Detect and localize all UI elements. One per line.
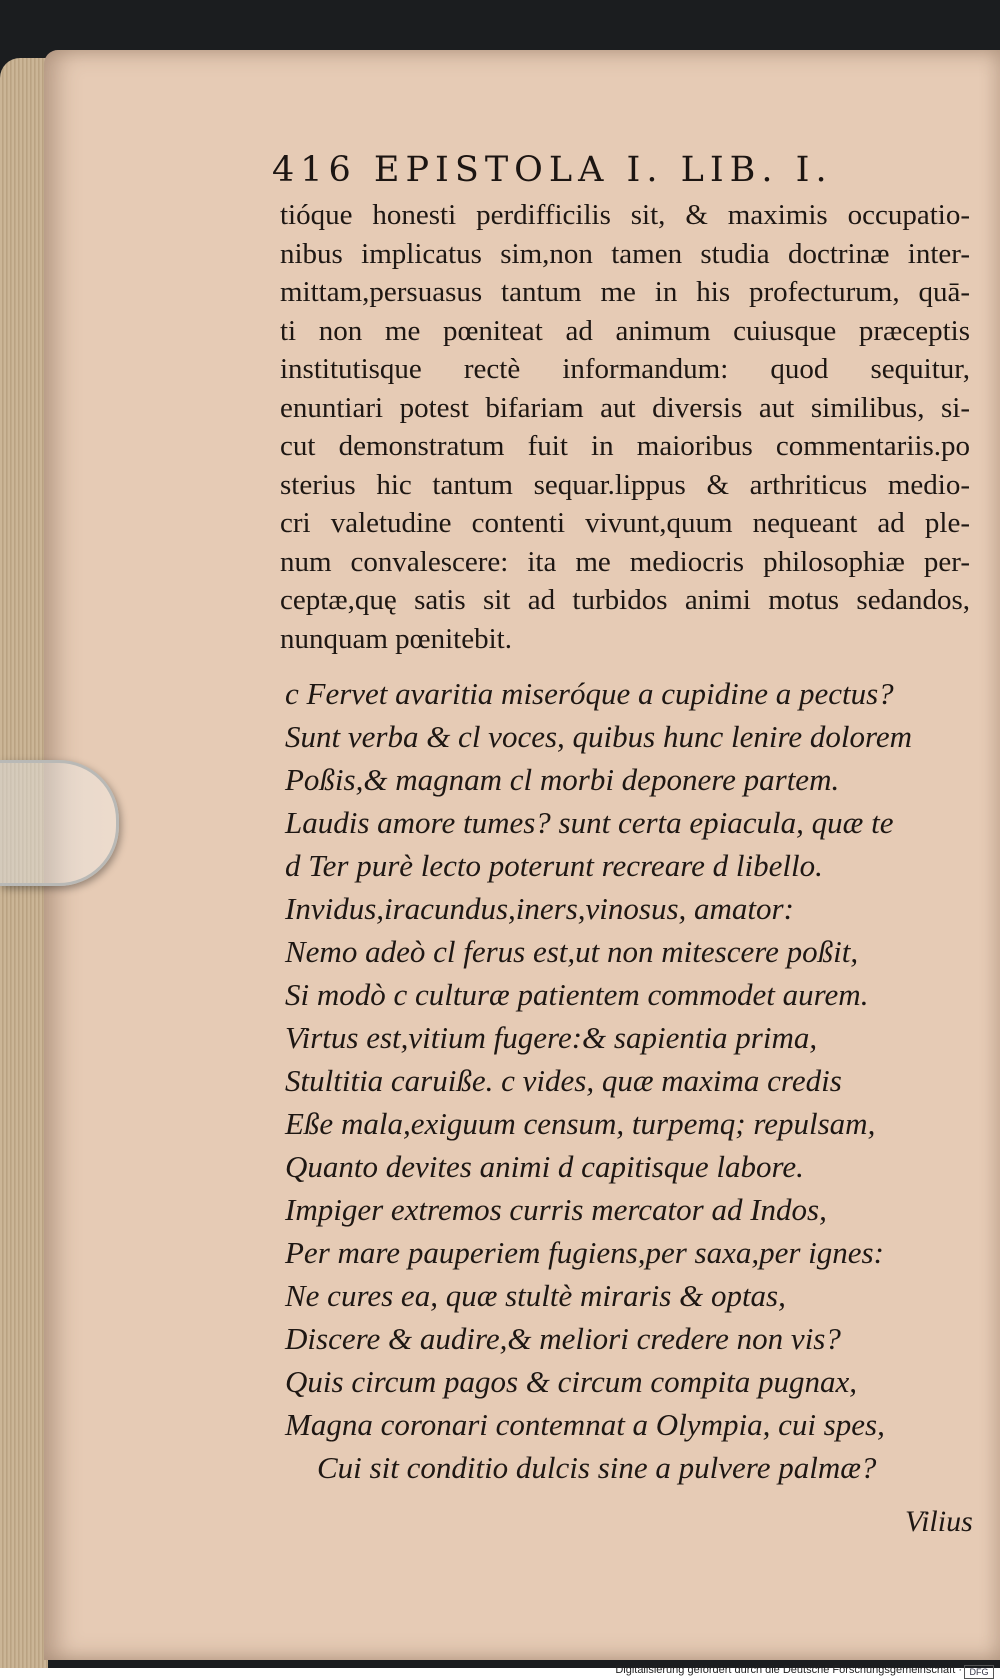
verse-line: Discere & audire,& meliori credere non vis? <box>285 1321 841 1356</box>
page-clip <box>0 760 119 886</box>
verse-line: Ne cures ea, quæ stultè miraris & optas, <box>285 1278 786 1313</box>
prose-line: sterius hic tantum sequar.lippus & arthriticus medio- <box>280 468 970 501</box>
verse-line: Sunt verba & cl voces, quibus hunc lenire dolorem <box>285 719 913 754</box>
prose-line: cri valetudine contenti vivunt,quum nequeant ad ple- <box>280 507 970 539</box>
verse-line: d Ter purè lecto poterunt recreare d libello. <box>285 848 823 883</box>
verse-line: Si modò c culturæ patientem commodet aurem. <box>285 977 869 1012</box>
prose-line: nibus implicatus sim,non tamen studia doctrinæ inter- <box>280 237 970 270</box>
prose-line: ceptæ,quę satis sit ad turbidos animi motus sedandos, <box>280 584 970 616</box>
verse-line: Laudis amore tumes? sunt certa epiacula, quæ te <box>285 805 894 840</box>
verse-line: Invidus,iracundus,iners,vinosus, amator: <box>285 891 794 926</box>
verse-line: c Fervet avaritia miseróque a cupidine a pectus? <box>285 676 894 711</box>
catchword: Vilius <box>905 1505 973 1538</box>
prose-line: nunquam pœnitebit. <box>280 622 512 655</box>
verse-line: Nemo adeò cl ferus est,ut non mitescere poßit, <box>285 934 859 969</box>
prose-line: tióque honesti perdifficilis sit, & maximis occupatio- <box>280 199 970 231</box>
verse-line: Quis circum pagos & circum compita pugnax, <box>285 1364 857 1399</box>
verse-line: Virtus est,vitium fugere:& sapientia prima, <box>285 1020 818 1055</box>
verse-block <box>285 672 975 1489</box>
dfg-logo: DFG <box>964 1665 994 1679</box>
verse-line: Quanto devites animi d capitisque labore. <box>285 1149 804 1184</box>
verse-line: Impiger extremos curris mercator ad Indos, <box>285 1192 827 1227</box>
prose-line: institutisque rectè informandum: quod sequitur, <box>280 353 970 385</box>
running-header: 416 EPISTOLA I. LIB. I. <box>272 150 833 190</box>
prose-line: cut demonstratum fuit in maioribus commentariis.po <box>280 430 970 462</box>
verse-line: Poßis,& magnam cl morbi deponere partem. <box>285 762 840 797</box>
verse-line: Per mare pauperiem fugiens,per saxa,per ignes: <box>285 1235 884 1270</box>
prose-line: num convalescere: ita me mediocris philosophiæ per- <box>280 545 970 578</box>
prose-block <box>280 196 970 658</box>
digitization-credit: Digitalisierung gefördert durch die Deutsche Forschungsgemeinschaft · <box>615 1664 962 1676</box>
verse-line: Cui sit conditio dulcis sine a pulvere palmæ? <box>317 1450 877 1485</box>
prose-line: mittam,persuasus tantum me in his profecturum, quā- <box>280 276 970 308</box>
prose-line: enuntiari potest bifariam aut diversis aut similibus, si- <box>280 391 970 424</box>
prose-line: ti non me pœniteat ad animum cuiusque præceptis <box>280 314 970 347</box>
verse-line: Eße mala,exiguum censum, turpemq; repulsam, <box>285 1106 876 1141</box>
verse-line: Stultitia caruiße. c vides, quæ maxima credis <box>285 1063 842 1098</box>
verse-line: Magna coronari contemnat a Olympia, cui spes, <box>285 1407 885 1442</box>
